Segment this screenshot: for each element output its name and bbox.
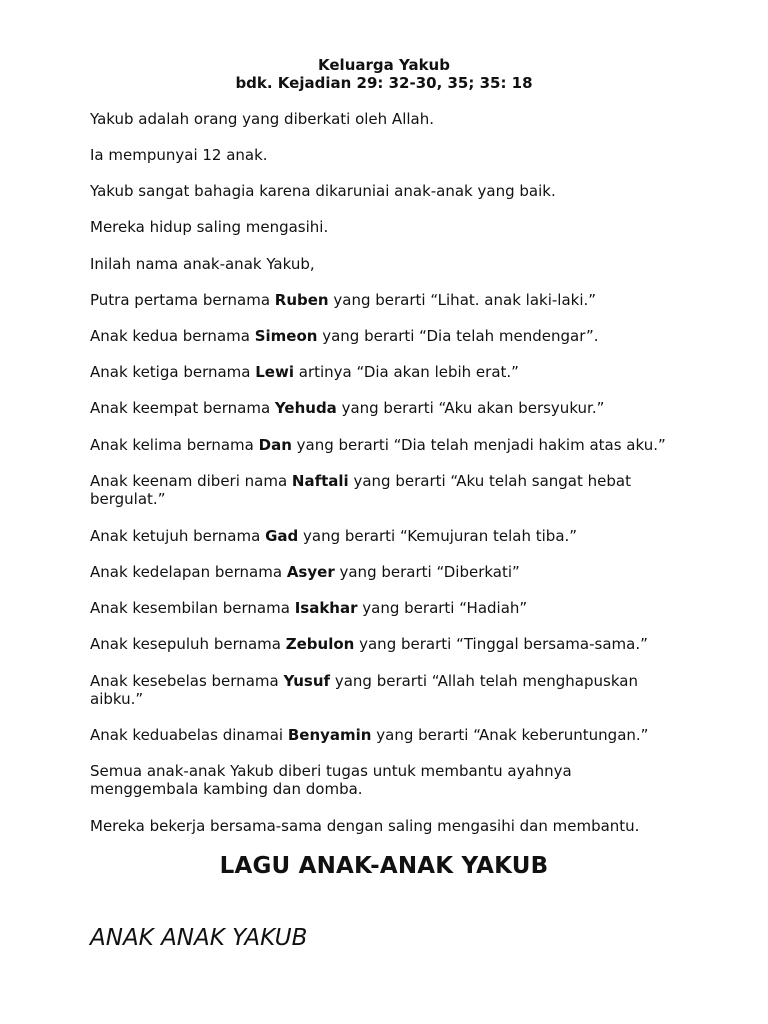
intro-paragraph: Yakub sangat bahagia karena dikaruniai anak-anak yang baik.: [90, 182, 556, 200]
child-name: Dan: [258, 436, 292, 454]
child-name: Naftali: [291, 472, 349, 490]
child-intro: Anak ketujuh bernama: [90, 527, 266, 545]
child-paragraph-benyamin: [90, 726, 680, 744]
child-name: Lewi: [255, 363, 294, 381]
scripture-reference: bdk. Kejadian 29: 32-30, 35; 35: 18: [235, 74, 533, 92]
child-name: Gad: [265, 527, 299, 545]
child-intro: Anak kesebelas bernama: [90, 672, 284, 690]
child-paragraph-simeon: [90, 327, 680, 345]
intro-paragraph: Yakub adalah orang yang diberkati oleh Allah.: [90, 110, 434, 128]
child-meaning: yang berarti “Tinggal bersama-sama.”: [354, 635, 648, 653]
child-meaning: yang berarti “Anak keberuntungan.”: [371, 726, 649, 744]
closing-paragraph: Semua anak-anak Yakub diberi tugas untuk membantu ayahnya menggembala kambing dan domba.: [90, 762, 572, 798]
child-name: Ruben: [274, 291, 329, 309]
child-name: Yehuda: [274, 399, 337, 417]
child-paragraph-yusuf: [90, 672, 656, 708]
child-paragraph-dan: [90, 436, 680, 454]
child-intro: Anak kesepuluh bernama: [90, 635, 286, 653]
child-meaning: yang berarti “Dia telah menjadi hakim atas aku.”: [291, 436, 666, 454]
child-meaning: artinya “Dia akan lebih erat.”: [293, 363, 519, 381]
song-title: LAGU ANAK-ANAK YAKUB: [219, 853, 549, 879]
child-intro: Putra pertama bernama: [90, 291, 275, 309]
child-intro: Anak keduabelas dinamai: [90, 726, 288, 744]
document-title: Keluarga Yakub: [318, 56, 450, 74]
child-paragraph-yehuda: [90, 399, 680, 417]
child-name: Simeon: [254, 327, 318, 345]
intro-paragraph: Inilah nama anak-anak Yakub,: [90, 255, 315, 273]
child-intro: Anak ketiga bernama: [90, 363, 256, 381]
child-name: Zebulon: [285, 635, 355, 653]
child-paragraph-gad: [90, 527, 680, 545]
child-paragraph-ruben: [90, 291, 680, 309]
child-intro: Anak kesembilan bernama: [90, 599, 295, 617]
child-intro: Anak keempat bernama: [90, 399, 275, 417]
child-meaning: yang berarti “Aku akan bersyukur.”: [336, 399, 605, 417]
closing-paragraph: Mereka bekerja bersama-sama dengan saling mengasihi dan membantu.: [90, 817, 640, 835]
song-subtitle: ANAK ANAK YAKUB: [90, 925, 308, 951]
child-name: Asyer: [286, 563, 335, 581]
child-paragraph-naftali: [90, 472, 650, 508]
child-intro: Anak kedelapan bernama: [90, 563, 287, 581]
child-intro: Anak kedua bernama: [90, 327, 255, 345]
child-meaning: yang berarti “Aku telah sangat hebat bergulat.”: [90, 472, 631, 508]
child-meaning: yang berarti “Lihat. anak laki-laki.”: [328, 291, 597, 309]
child-meaning: yang berarti “Kemujuran telah tiba.”: [298, 527, 578, 545]
child-name: Benyamin: [287, 726, 372, 744]
child-intro: Anak keenam diberi nama: [90, 472, 292, 490]
child-meaning: yang berarti “Diberkati”: [334, 563, 520, 581]
child-paragraph-asyer: [90, 563, 680, 581]
child-meaning: yang berarti “Allah telah menghapuskan aibku.”: [90, 672, 638, 708]
child-paragraph-lewi: [90, 363, 680, 381]
child-name: Yusuf: [283, 672, 331, 690]
child-name: Isakhar: [294, 599, 358, 617]
child-meaning: yang berarti “Dia telah mendengar”.: [317, 327, 599, 345]
child-paragraph-zebulon: [90, 635, 680, 653]
child-intro: Anak kelima bernama: [90, 436, 259, 454]
intro-paragraph: Ia mempunyai 12 anak.: [90, 146, 268, 164]
child-paragraph-isakhar: [90, 599, 680, 617]
intro-paragraph: Mereka hidup saling mengasihi.: [90, 218, 329, 236]
child-meaning: yang berarti “Hadiah”: [357, 599, 528, 617]
